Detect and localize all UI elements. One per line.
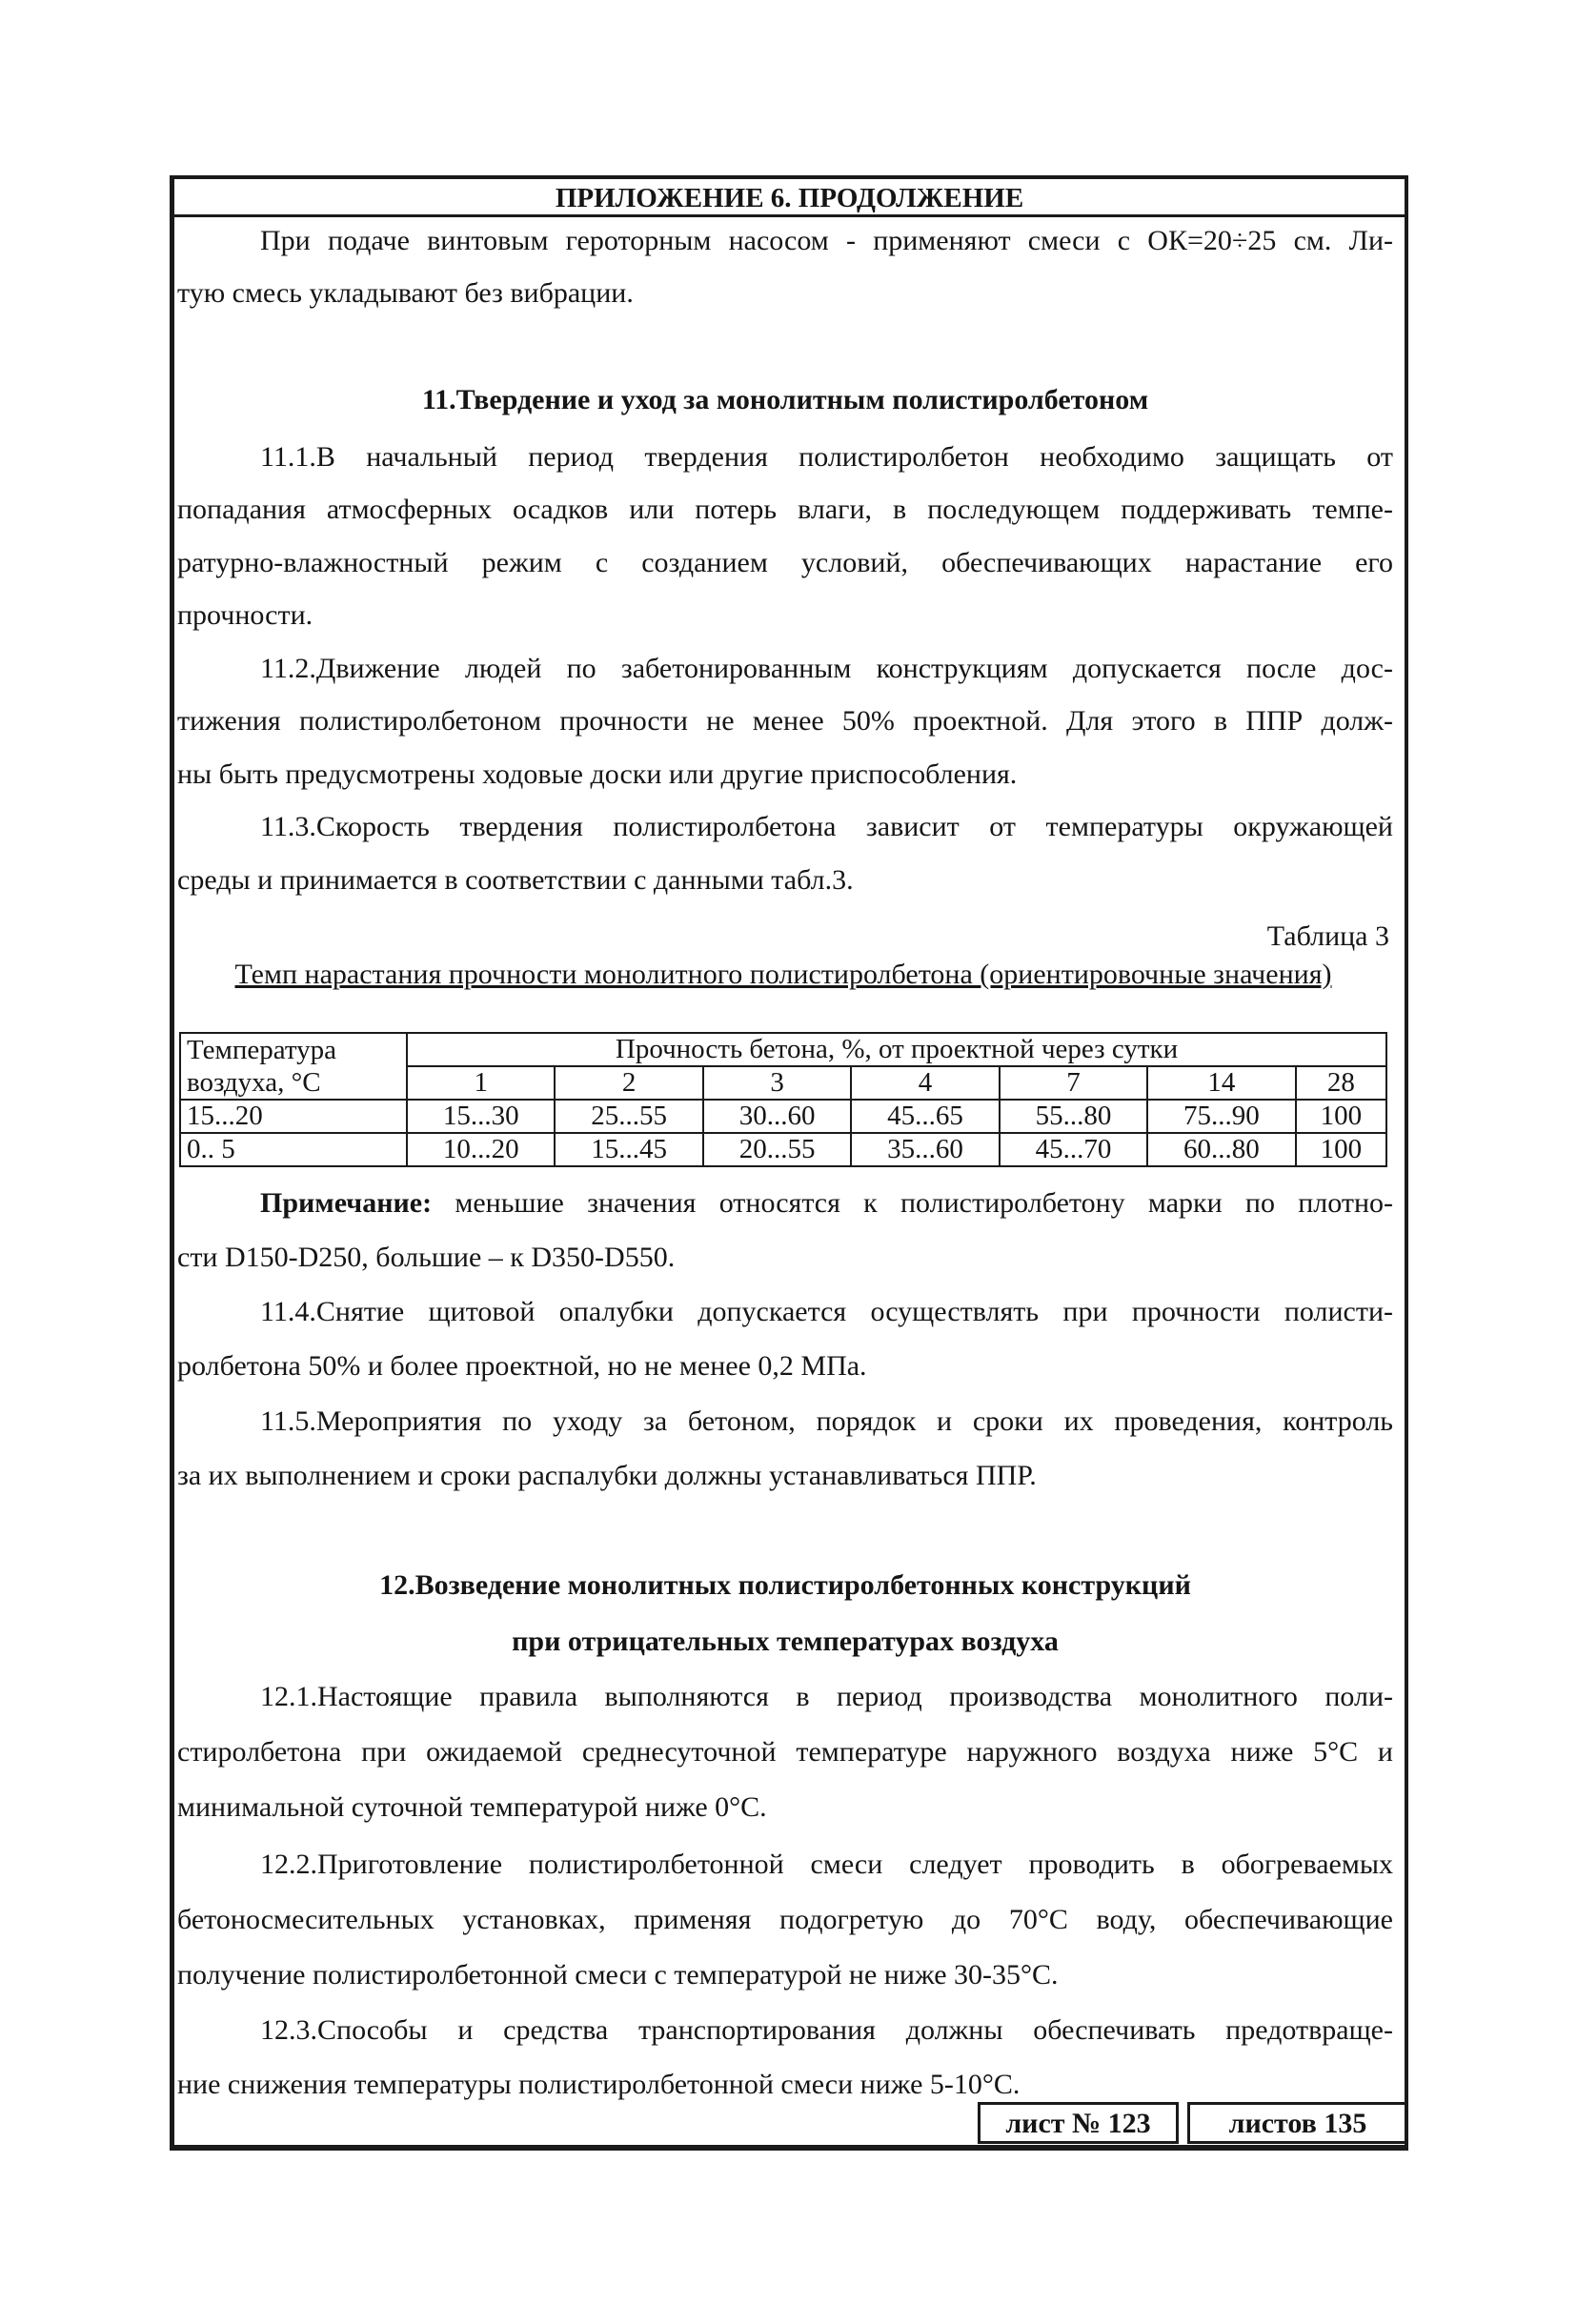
p12-2-line-1: 12.2.Приготовление полистиролбетонной смеси следует проводить в обогреваемых: [260, 1849, 1393, 1880]
value-cell: 60...80: [1147, 1133, 1295, 1166]
table-row: [180, 1100, 1386, 1133]
note-label: Примечание:: [260, 1187, 433, 1219]
section-12-title-1: 12.Возведение монолитных полистиролбетонных конструкций: [379, 1569, 1191, 1601]
table-header-row-2: [180, 1066, 1386, 1100]
p12-2-line-3: получение полистиролбетонной смеси с температурой не ниже 30-35°С.: [177, 1959, 1059, 1991]
p12-3-line-2: ние снижения температуры полистиролбетонной смеси ниже 5-10°С.: [177, 2069, 1021, 2100]
p11-1-line-4: прочности.: [177, 599, 313, 631]
day-header: 14: [1147, 1066, 1295, 1100]
value-cell: 75...90: [1147, 1100, 1295, 1133]
day-header: 1: [407, 1066, 555, 1100]
p11-2-line-2: тижения полистиролбетоном прочности не менее 50% проектной. Для этого в ППР долж-: [177, 705, 1393, 737]
appendix-header: ПРИЛОЖЕНИЕ 6. ПРОДОЛЖЕНИЕ: [174, 181, 1405, 217]
strength-group-header: Прочность бетона, %, от проектной через сутки: [407, 1033, 1386, 1066]
value-cell: 35...60: [851, 1133, 999, 1166]
day-header: 4: [851, 1066, 999, 1100]
p11-1-line-2: попадания атмосферных осадков или потерь влаги, в последующем поддерживать темпе-: [177, 494, 1393, 525]
value-cell: 20...55: [703, 1133, 851, 1166]
p11-4-line-1: 11.4.Снятие щитовой опалубки допускается осуществлять при прочности полисти-: [260, 1296, 1393, 1327]
p12-1-line-3: минимальной суточной температурой ниже 0°С.: [177, 1791, 767, 1823]
p11-4-line-2: ролбетона 50% и более проектной, но не менее 0,2 МПа.: [177, 1350, 867, 1382]
p11-5-line-2: за их выполнением и сроки распалубки должны устанавливаться ППР.: [177, 1460, 1037, 1491]
day-header: 28: [1296, 1066, 1386, 1100]
p12-1-line-2: стиролбетона при ожидаемой среднесуточной температуре наружного воздуха ниже 5°С и: [177, 1736, 1393, 1768]
p12-3-line-1: 12.3.Способы и средства транспортирования должны обеспечивать предотвраще-: [260, 2014, 1393, 2046]
value-cell: 55...80: [1000, 1100, 1147, 1133]
temp-cell: 15...20: [180, 1100, 407, 1133]
note-line-1: [260, 1182, 1393, 1224]
p11-3-line-1: 11.3.Скорость твердения полистиролбетона зависит от температуры окружающей: [260, 811, 1393, 842]
day-header: 7: [1000, 1066, 1147, 1100]
value-cell: 10...20: [407, 1133, 555, 1166]
temp-header-1: Температура: [180, 1033, 407, 1066]
p11-3-line-2: среды и принимается в соответствии с данными табл.3.: [177, 864, 854, 896]
p11-2-line-3: ны быть предусмотрены ходовые доски или другие приспособления.: [177, 758, 1018, 790]
day-header: 3: [703, 1066, 851, 1100]
temp-cell: 0.. 5: [180, 1133, 407, 1166]
temp-header-2: воздуха, °С: [180, 1066, 407, 1100]
value-cell: 25...55: [555, 1100, 702, 1133]
p11-1-line-3: ратурно-влажностный режим с созданием условий, обеспечивающих нарастание его: [177, 547, 1393, 578]
sheet-number: лист № 123: [978, 2102, 1179, 2144]
table-row: [180, 1133, 1386, 1166]
section-12-title-2: при отрицательных температурах воздуха: [512, 1626, 1059, 1657]
p11-5-line-1: 11.5.Мероприятия по уходу за бетоном, порядок и сроки их проведения, контроль: [260, 1405, 1393, 1437]
table-title: Темп нарастания прочности монолитного полистиролбетона (ориентировочные значения): [234, 959, 1332, 990]
value-cell: 45...65: [851, 1100, 999, 1133]
value-cell: 100: [1296, 1100, 1386, 1133]
strength-table: [179, 1032, 1387, 1167]
p12-1-line-1: 12.1.Настоящие правила выполняются в период производства монолитного поли-: [260, 1681, 1393, 1712]
section-11-title: 11.Твердение и уход за монолитным полистиролбетоном: [421, 384, 1149, 415]
sheet-total: листов 135: [1187, 2102, 1408, 2144]
value-cell: 15...45: [555, 1133, 702, 1166]
p12-2-line-2: бетоносмесительных установках, применяя подогретую до 70°С воду, обеспечивающие: [177, 1904, 1393, 1935]
p11-1-line-1: 11.1.В начальный период твердения полистиролбетон необходимо защищать от: [260, 441, 1393, 473]
note-text: меньшие значения относятся к полистиролбетону марки по плотно-: [432, 1187, 1393, 1219]
value-cell: 30...60: [703, 1100, 851, 1133]
value-cell: 15...30: [407, 1100, 555, 1133]
table-label: Таблица 3: [1266, 920, 1389, 952]
intro-line-1: При подаче винтовым героторным насосом - применяют смеси с ОК=20÷25 см. Ли-: [260, 225, 1393, 256]
value-cell: 100: [1296, 1133, 1386, 1166]
value-cell: 45...70: [1000, 1133, 1147, 1166]
note-line-2: сти D150-D250, большие – к D350-D550.: [177, 1242, 676, 1273]
day-header: 2: [555, 1066, 702, 1100]
intro-line-2: тую смесь укладывают без вибрации.: [177, 277, 634, 309]
table-header-row-1: [180, 1033, 1386, 1066]
p11-2-line-1: 11.2.Движение людей по забетонированным конструкциям допускается после дос-: [260, 653, 1393, 684]
